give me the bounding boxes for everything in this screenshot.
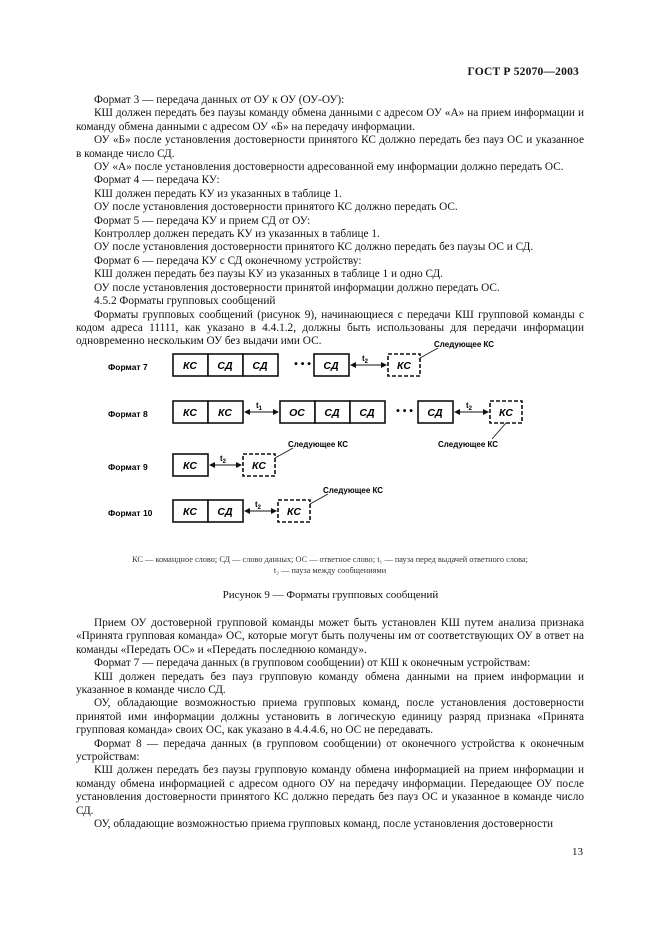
paragraph: ОУ, обладающие возможностью приема групповых команд, после установления достоверности принятой ими информации должны установить в логическую единицу разряд признака «Принята групповая команда» своих ОС, как указано в 4.4.4.6, но ОС не передавать. <box>76 697 584 737</box>
paragraph: Прием ОУ достоверной групповой команды может быть установлен КШ путем анализа признака «Принята групповая команда» ОС, которые могут быть получены им от соответствующих ОУ в ответ на команды «Передать ОС» и «Передать последнюю команду». <box>76 617 584 656</box>
bottom-text-block <box>76 617 584 832</box>
word-cell-label: СД <box>427 407 443 419</box>
paragraph: Формат 4 — передача КУ: <box>94 174 220 187</box>
word-cell-label: ОС <box>289 407 305 419</box>
paragraph: Формат 3 — передача данных от ОУ к ОУ (ОУ-ОУ): <box>94 94 345 106</box>
word-cell-label: КС <box>397 360 411 372</box>
section-heading: 4.5.2 Форматы групповых сообщений <box>94 295 276 308</box>
format-10-row <box>108 486 383 522</box>
paragraph: ОУ «Б» после установления достоверности принятого КС должно передать без пауз ОС и указанное в команде число СД. <box>76 134 584 160</box>
word-cell-label: КС <box>183 360 197 372</box>
paragraph: КШ должен передать без паузы КУ из указанных в таблице 1 и одно СД. <box>94 268 443 281</box>
page-number: 13 <box>572 846 583 858</box>
pause-t2-label: $t_2$ <box>220 454 227 465</box>
word-cell-label: КС <box>499 407 513 419</box>
paragraph: Формат 6 — передача КУ с СД оконечному устройству: <box>94 254 362 267</box>
pause-t2-label: $t_2$ <box>362 354 369 365</box>
word-cell-label: СД <box>217 360 233 372</box>
paragraph: КШ должен передать без паузы групповую команду обмена информацией на прием информации и команду обмена информацией с адресом одного ОУ на передачу информации. Передающее ОУ после установления достоверности принятого КС должно передать без пауз ОС и указанное в команде число СД. <box>76 764 584 817</box>
document-header: ГОСТ Р 52070—2003 <box>467 66 579 78</box>
paragraph: Формат 8 — передача данных (в групповом сообщении) от оконечного устройства к оконечным устройствам: <box>76 737 584 764</box>
legend-line: КС — командное слово; СД — слово данных; ОС — ответное слово; t₁ — пауза перед выдачей ответного слова; <box>132 555 528 564</box>
word-cell-label: СД <box>324 407 340 419</box>
pause-t2-label: $t_2$ <box>466 401 473 412</box>
word-cell-label: СД <box>217 506 233 518</box>
paragraph: Форматы групповых сообщений (рисунок 9), начинающиеся с передачи КШ групповой команды с кодом адреса 11111, как указано в 4.4.1.2, должны быть использованы для передачи информации одновременно нескольким ОУ без выдачи ими ОС. <box>76 308 584 348</box>
word-cell-label: КС <box>183 460 197 472</box>
paragraph: Формат 7 — передача данных (в групповом сообщении) от КШ к оконечным устройствам: <box>94 657 531 670</box>
word-cell-label: КС <box>218 407 232 419</box>
paragraph: КШ должен передать без пауз групповую команду обмена данными на прием информации и указанное в команде число СД. <box>76 670 584 697</box>
word-cell-label: КС <box>252 460 266 472</box>
next-word-label: Следующее КС <box>288 440 349 449</box>
paragraph: ОУ после установления достоверности принятого КС должно передать ОС. <box>94 201 458 214</box>
format-10-label: Формат 10 <box>108 508 153 518</box>
word-cell-label: КС <box>183 506 197 518</box>
legend-line: t₂ — пауза между сообщениями <box>273 566 387 575</box>
paragraph: КШ должен передать КУ из указанных в таблице 1. <box>94 187 342 200</box>
next-word-label: Следующее КС <box>323 486 384 495</box>
pause-t1-label: $t_1$ <box>256 401 263 412</box>
paragraph: Формат 5 — передача КУ и прием СД от ОУ: <box>94 214 311 227</box>
word-cell-label: СД <box>252 360 268 372</box>
pause-t2-label: $t_2$ <box>255 500 262 511</box>
word-cell-label: СД <box>323 360 339 372</box>
next-word-label: Следующее КС <box>438 440 499 449</box>
format-9-row <box>108 440 348 476</box>
word-cell-label: КС <box>183 407 197 419</box>
paragraph: Контроллер должен передать КУ из указанных в таблице 1. <box>94 228 380 241</box>
paragraph: ОУ «А» после установления достоверности адресованной ему информации должно передать ОС. <box>94 161 564 174</box>
ellipsis: • • • <box>294 358 311 370</box>
format-9-label: Формат 9 <box>108 462 148 472</box>
next-word-label: Следующее КС <box>434 340 495 349</box>
format-7-label: Формат 7 <box>108 362 148 372</box>
paragraph: ОУ, обладающие возможностью приема групповых команд, после установления достоверности <box>94 818 554 831</box>
format-8-label: Формат 8 <box>108 409 148 419</box>
ellipsis: • • • <box>396 405 413 417</box>
figure-9-diagram <box>108 340 558 552</box>
paragraph: ОУ после установления достоверности принятого КС должно передать без паузы ОС и СД. <box>94 241 534 254</box>
paragraph: ОУ после установления достоверности принятой информации должно передать ОС. <box>94 281 500 294</box>
figure-caption: Рисунок 9 — Форматы групповых сообщений <box>222 589 439 601</box>
word-cell-label: КС <box>287 506 301 518</box>
figure-legend <box>70 554 590 576</box>
top-text-block <box>76 94 584 349</box>
paragraph: КШ должен передать без паузы команду обмена данными с адресом ОУ «А» на прием информации и команду обмена данными с адресом ОУ «Б» на передачу информации. <box>76 107 584 133</box>
word-cell-label: СД <box>359 407 375 419</box>
